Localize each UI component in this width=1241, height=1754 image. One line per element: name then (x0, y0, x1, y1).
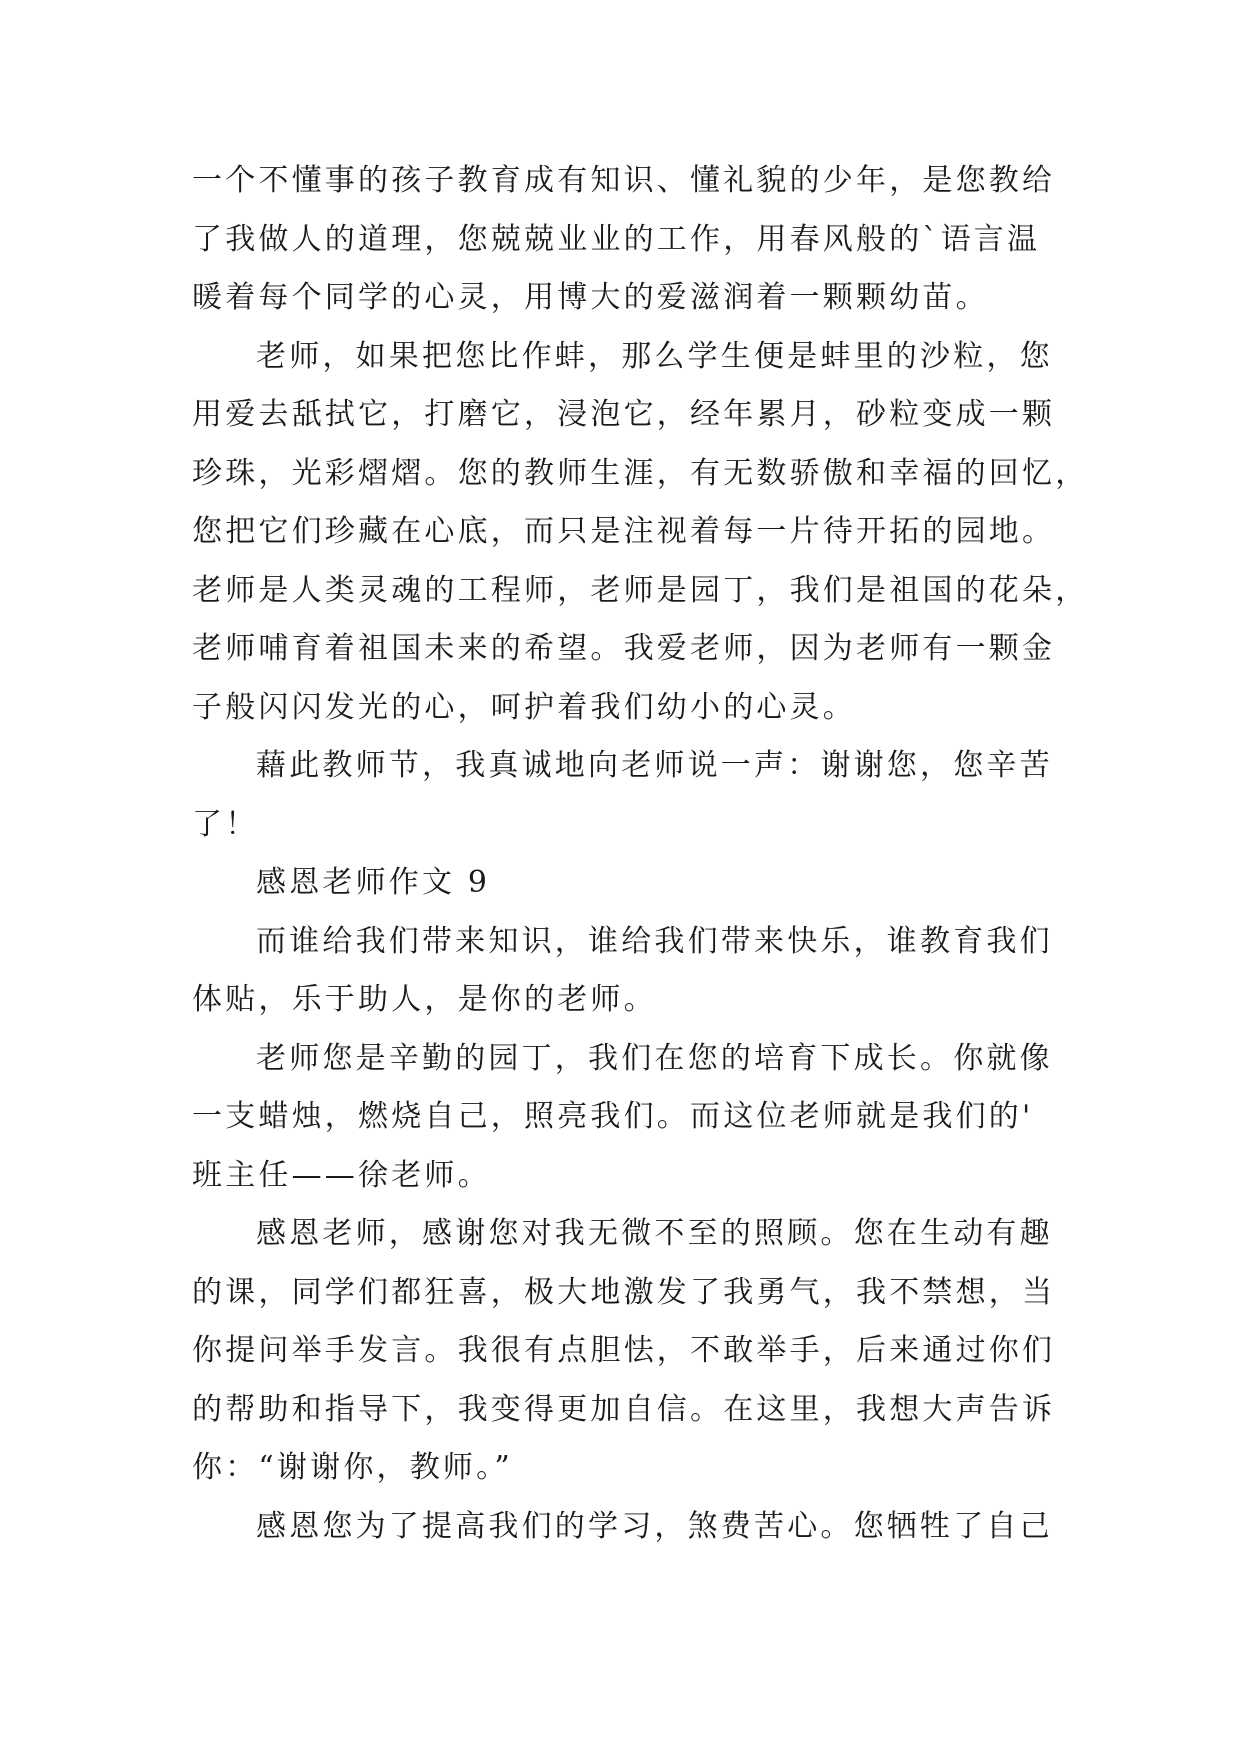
section-heading (192, 854, 1062, 913)
paragraph-3 (192, 737, 1062, 854)
text-line: 用爱去舐拭它，打磨它，浸泡它，经年累月，砂粒变成一颗 (192, 397, 1056, 432)
text-line: 你：“谢谢你，教师。” (192, 1450, 513, 1485)
text-line: 班主任——徐老师。 (192, 1157, 491, 1193)
text-line: 老师哺育着祖国未来的希望。我爱老师，因为老师有一颗金 (192, 631, 1056, 666)
paragraph-6 (192, 1205, 1062, 1498)
text-line: 了！ (192, 806, 259, 842)
paragraph-2 (192, 328, 1089, 738)
text-line: 子般闪闪发光的心，呵护着我们幼小的心灵。 (192, 689, 856, 725)
paragraph-4 (192, 913, 1062, 1030)
paragraph-5 (192, 1030, 1062, 1206)
text-line: 一支蜡烛，燃烧自己，照亮我们。而这位老师就是我们的' (192, 1099, 1034, 1134)
paragraph-1 (192, 152, 1062, 328)
text-line: 而谁给我们带来知识，谁给我们带来快乐，谁教育我们 (256, 923, 1053, 959)
text-line: 老师是人类灵魂的工程师，老师是园丁，我们是祖国的花朵， (192, 572, 1089, 608)
text-line: 的课，同学们都狂喜，极大地激发了我勇气，我不禁想，当 (192, 1274, 1056, 1310)
text-line: 老师，如果把您比作蚌，那么学生便是蚌里的沙粒，您 (256, 338, 1053, 374)
text-line: 老师您是辛勤的园丁，我们在您的培育下成长。你就像 (256, 1040, 1053, 1076)
text-line: 暖着每个同学的心灵，用博大的爱滋润着一颗颗幼苗。 (192, 280, 989, 315)
text-line: 您把它们珍藏在心底，而只是注视着每一片待开拓的园地。 (192, 514, 1056, 549)
text-line: 你提问举手发言。我很有点胆怯，不敢举手，后来通过你们 (192, 1333, 1056, 1368)
heading-text: 感恩老师作文 9 (256, 865, 491, 900)
text-line: 了我做人的道理，您兢兢业业的工作，用春风般的`语言温 (192, 221, 1041, 257)
text-line: 一个不懂事的孩子教育成有知识、懂礼貌的少年，是您教给 (192, 163, 1056, 198)
text-line: 感恩您为了提高我们的学习，煞费苦心。您牺牲了自己 (256, 1508, 1053, 1544)
text-line: 珍珠，光彩熠熠。您的教师生涯，有无数骄傲和幸福的回忆， (192, 455, 1089, 491)
text-line: 藉此教师节，我真诚地向老师说一声：谢谢您，您辛苦 (256, 748, 1053, 783)
document-body (192, 152, 1089, 1556)
text-line: 体贴，乐于助人，是你的老师。 (192, 982, 657, 1017)
text-line: 的帮助和指导下，我变得更加自信。在这里，我想大声告诉 (192, 1391, 1056, 1427)
text-line: 感恩老师，感谢您对我无微不至的照顾。您在生动有趣 (256, 1216, 1053, 1251)
paragraph-7 (192, 1498, 1062, 1557)
